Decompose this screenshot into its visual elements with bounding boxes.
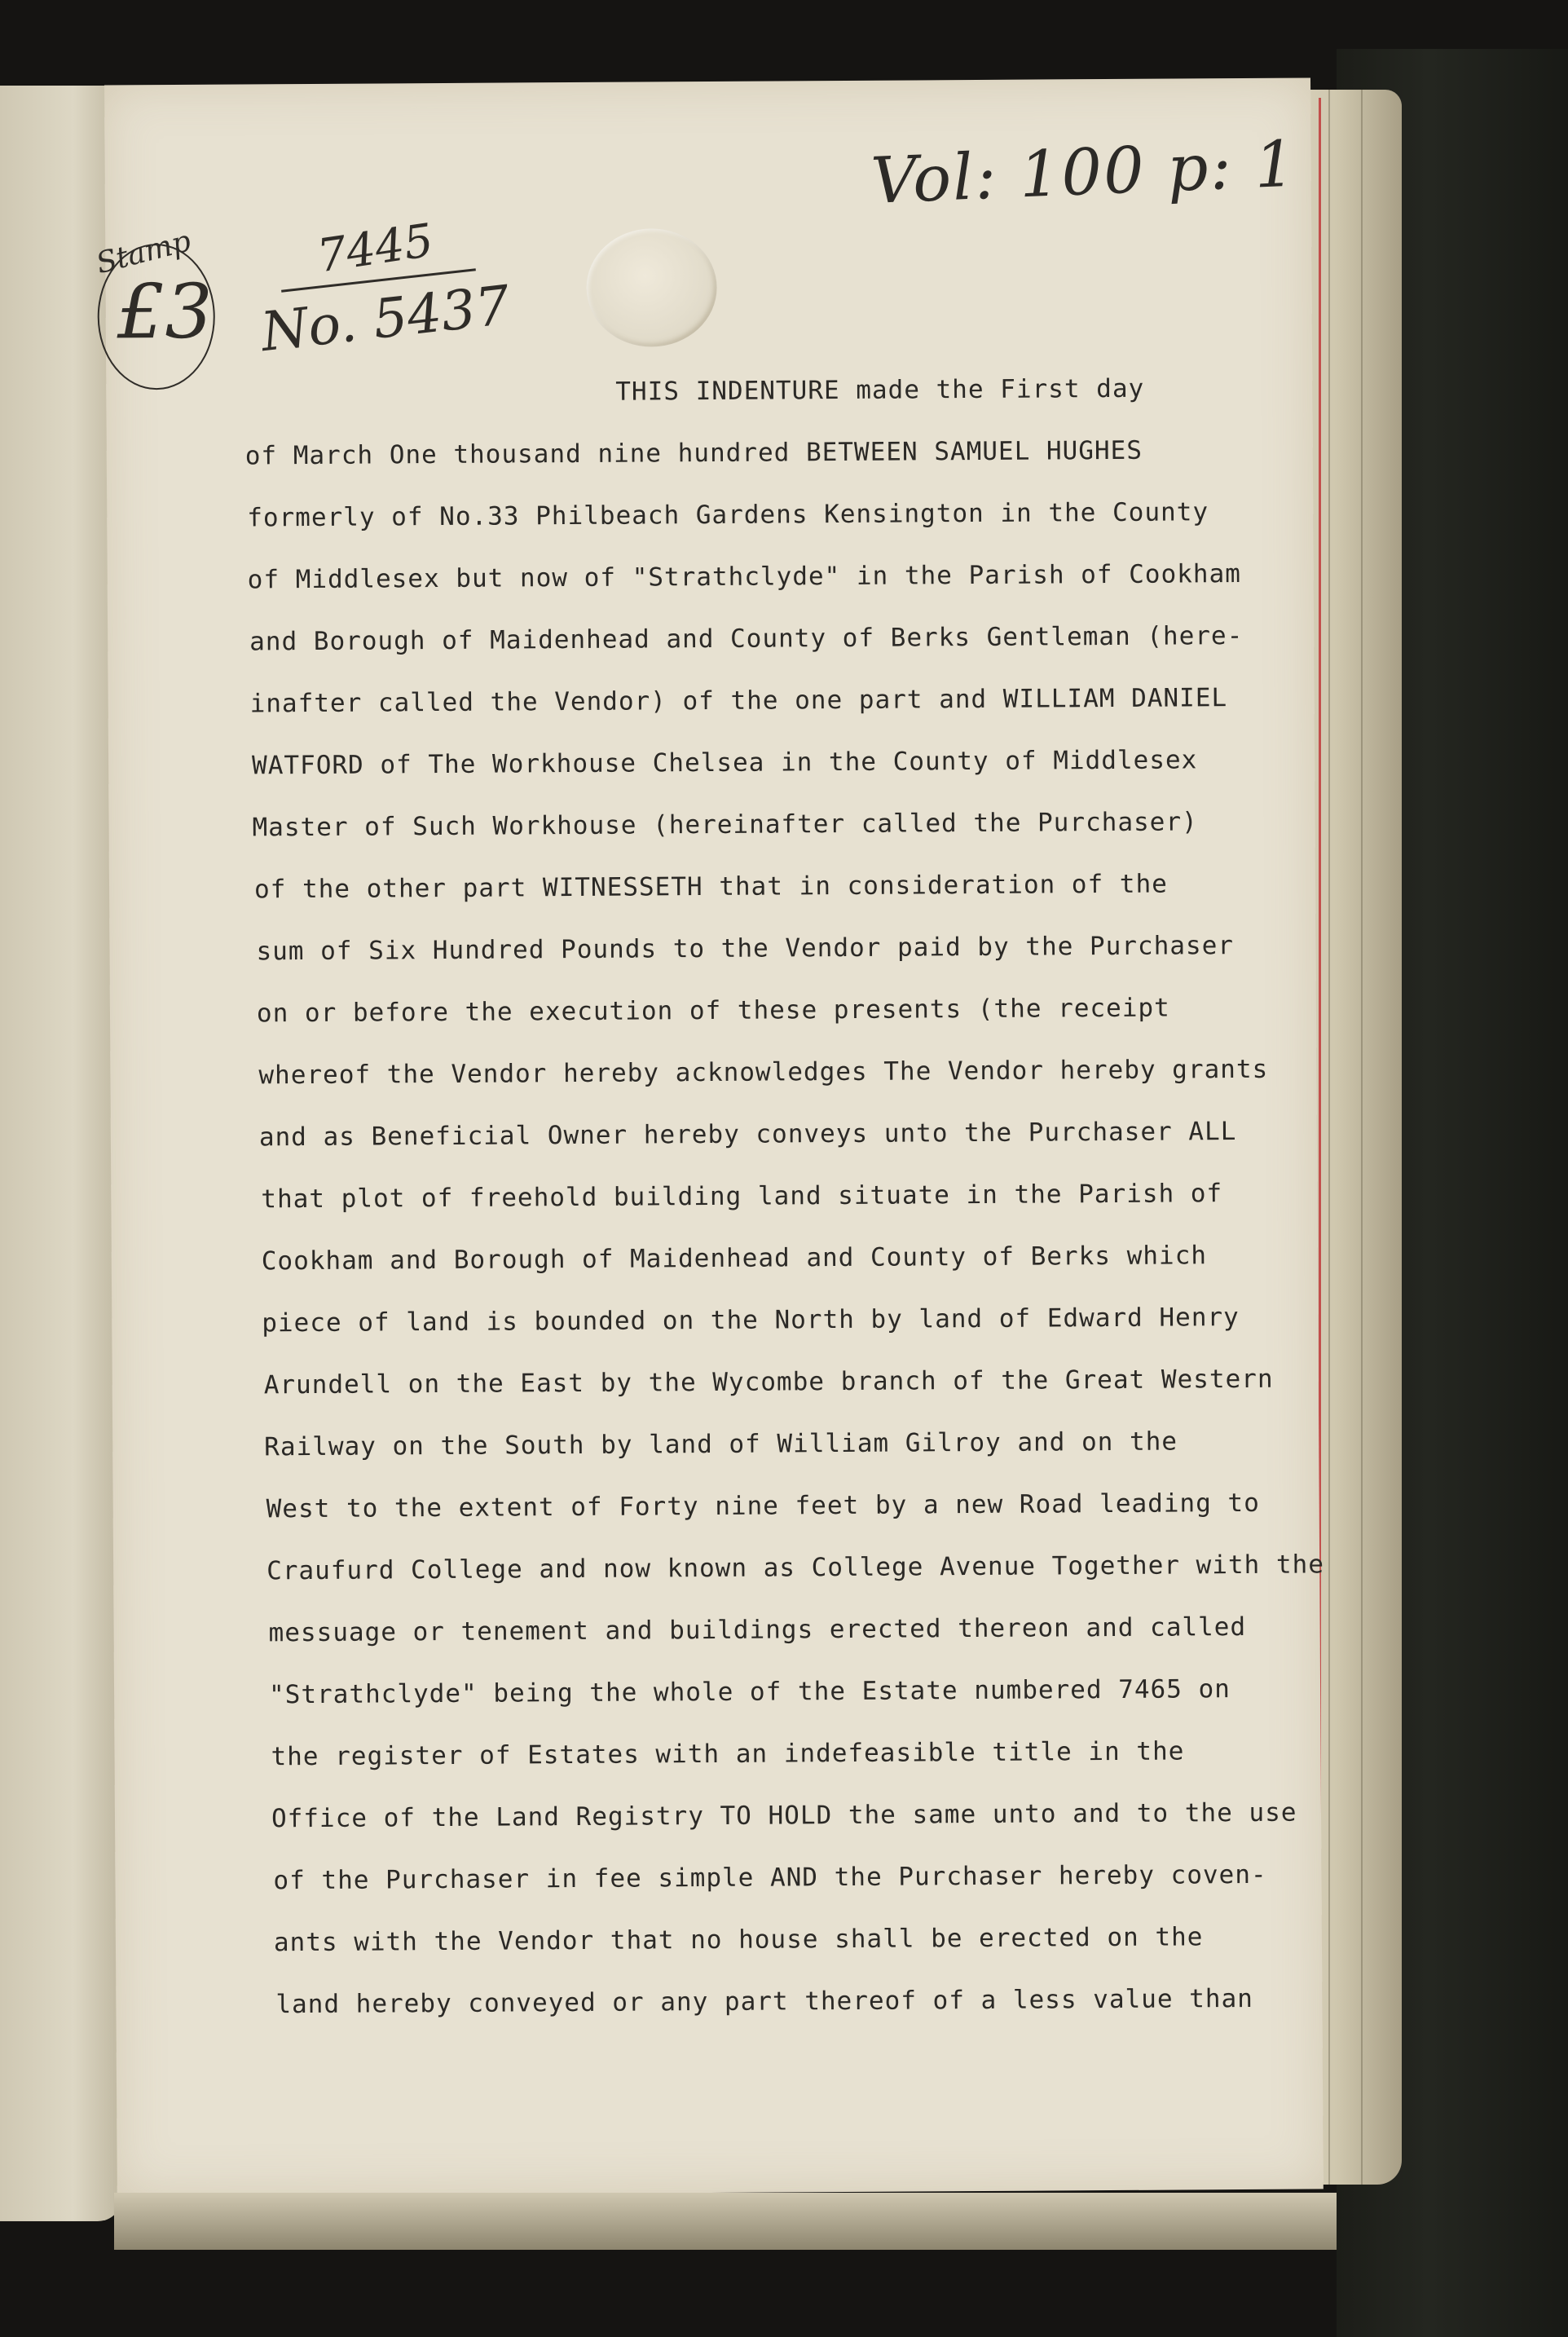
text-line: on or before the execution of these presents (the receipt [256, 993, 1170, 1029]
text-line: West to the extent of Forty nine feet by a new Road leading to [266, 1488, 1260, 1524]
text-line: and Borough of Maidenhead and County of Berks Gentleman (here- [249, 620, 1244, 657]
page-edge-line [1361, 90, 1363, 2185]
text-line: ants with the Vendor that no house shall be erected on the [273, 1922, 1204, 1958]
stamp-label: Stamp [93, 224, 195, 281]
text-line: the register of Estates with an indefeasible title in the [271, 1736, 1185, 1772]
text-line: inafter called the Vendor) of the one part and WILLIAM DANIEL [249, 683, 1228, 719]
text-line: formerly of No.33 Philbeach Gardens Kensington in the County [247, 497, 1209, 533]
text-line: sum of Six Hundred Pounds to the Vendor paid by the Purchaser [256, 931, 1235, 967]
indenture-text [244, 372, 1325, 2020]
text-line: and as Beneficial Owner hereby conveys unto the Purchaser ALL [258, 1117, 1237, 1153]
text-line: Railway on the South by land of William Gilroy and on the [264, 1426, 1178, 1462]
stamp-amount: £3 [117, 267, 214, 356]
page-edge-line [1328, 90, 1330, 2185]
text-line: of Middlesex but now of "Strathclyde" in the Parish of Cookham [247, 559, 1241, 595]
text-line: Office of the Land Registry TO HOLD the same unto and to the use [271, 1797, 1297, 1834]
registry-number: No. 5437 [258, 273, 513, 364]
registry-number-top: 7445 [314, 214, 437, 284]
text-line: Master of Such Workhouse (hereinafter called the Purchaser) [252, 807, 1198, 843]
text-line: of the other part WITNESSETH that in consideration of the [253, 869, 1168, 905]
text-line: WATFORD of The Workhouse Chelsea in the County of Middlesex [252, 745, 1198, 781]
page-bottom-edge [114, 2193, 1337, 2250]
text-line: of March One thousand nine hundred BETWEEN SAMUEL HUGHES [244, 435, 1143, 471]
text-line: land hereby conveyed or any part thereof of a less value than [275, 1983, 1253, 2020]
text-line: "Strathclyde" being the whole of the Estate numbered 7465 on [268, 1674, 1231, 1710]
text-line: messuage or tenement and buildings erected thereon and called [268, 1612, 1247, 1648]
embossed-seal [586, 228, 717, 347]
left-page [0, 86, 122, 2221]
document-page [93, 77, 1325, 2196]
text-line: Cookham and Borough of Maidenhead and County of Berks which [261, 1241, 1208, 1277]
text-line: that plot of freehold building land situate in the Parish of [261, 1179, 1223, 1215]
text-line: Craufurd College and now known as College Avenue Together with the [266, 1550, 1325, 1586]
text-line: THIS INDENTURE made the First day [615, 373, 1145, 407]
text-line: of the Purchaser in fee simple AND the Purchaser hereby coven- [273, 1859, 1267, 1896]
text-line: whereof the Vendor hereby acknowledges The Vendor hereby grants [258, 1054, 1269, 1091]
text-line: Arundell on the East by the Wycombe branch of the Great Western [263, 1364, 1274, 1400]
volume-note: Vol: 100 p: 1 [870, 127, 1298, 218]
text-line: piece of land is bounded on the North by land of Edward Henry [262, 1303, 1240, 1338]
